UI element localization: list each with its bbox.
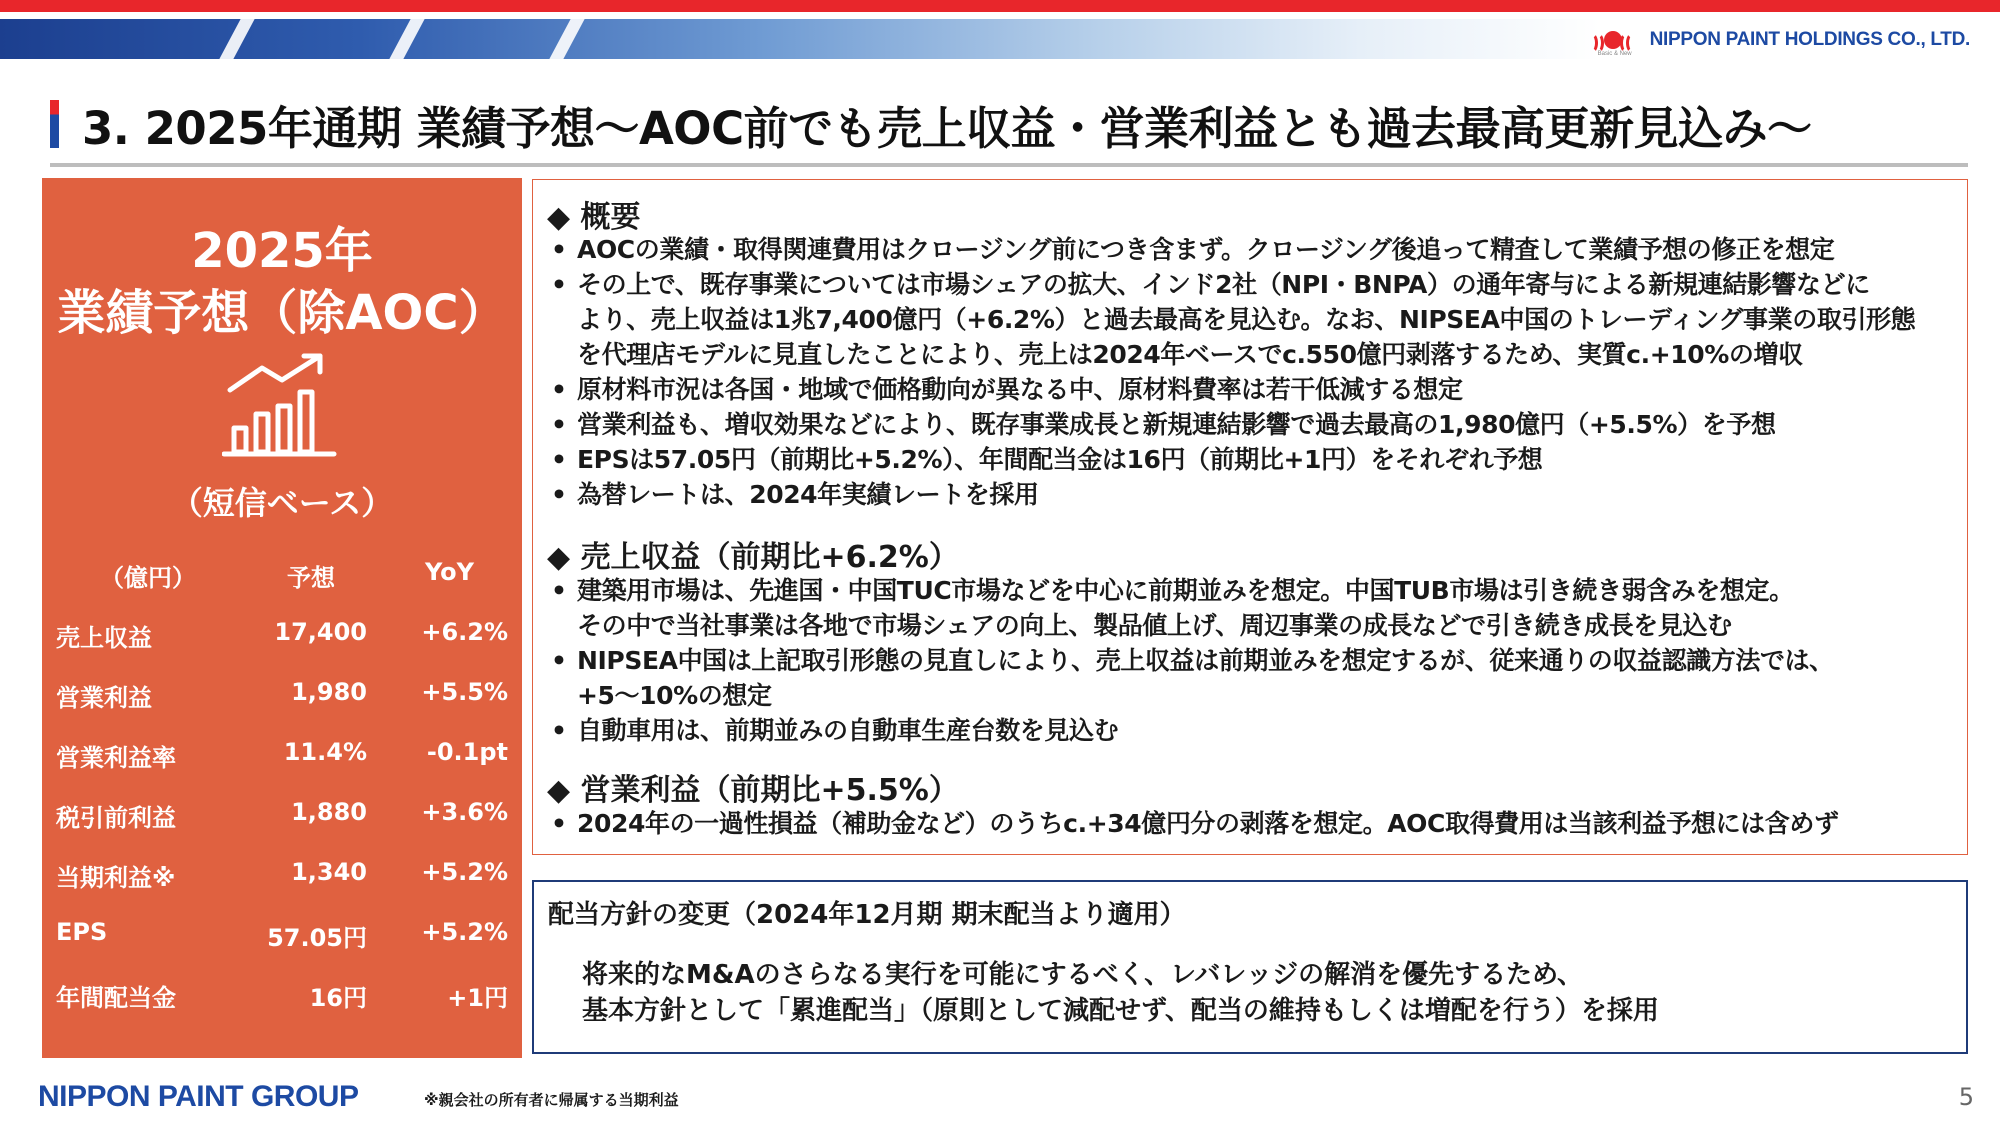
dividend-policy-line: 将来的なM&Aのさらなる実行を可能にするべく、レバレッジの解消を優先するため、 xyxy=(582,960,1584,990)
list-item: • 営業利益も、増収効果などにより、既存事業成長と新規連結影響で過去最高の1,980億円（+5.5%）を予想 xyxy=(551,410,1776,439)
page-title: 3. 2025年通期 業績予想～AOC前でも売上収益・営業利益とも過去最高更新見込み～ xyxy=(82,102,1812,155)
forecast-basis: （短信ベース） xyxy=(170,484,394,522)
row-label: 年間配当金 xyxy=(56,984,176,1012)
forecast-year: 2025年 xyxy=(191,223,373,279)
overview-list xyxy=(547,232,1957,512)
list-item-continued: その中で当社事業は各地で市場シェアの向上、製品値上げ、周辺事業の成長などで引き続き成長を見込む xyxy=(577,611,1732,640)
header-yoy: YoY xyxy=(424,558,474,586)
row-forecast: 11.4% xyxy=(283,738,367,766)
dividend-policy-line: 基本方針として「累進配当」（原則として減配せず、配当の維持もしくは増配を行う）を採用 xyxy=(582,996,1659,1026)
row-yoy: +1円 xyxy=(447,984,508,1012)
bar-chart-growth-icon xyxy=(222,350,342,460)
list-item: • 自動車用は、前期並みの自動車生産台数を見込む xyxy=(551,716,1119,745)
row-label: 営業利益率 xyxy=(56,744,176,772)
operating-profit-list xyxy=(547,806,1957,841)
table-row xyxy=(56,962,522,1022)
row-forecast: 17,400 xyxy=(274,618,367,646)
title-accent-bar xyxy=(50,100,59,148)
group-logo: NIPPON PAINT GROUP xyxy=(38,1080,359,1113)
list-item: • NIPSEA中国は上記取引形態の見直しにより、売上収益は前期並みを想定するが、従来通りの収益認識方法では、 xyxy=(551,646,1834,675)
row-label: EPS xyxy=(56,918,108,946)
forecast-panel xyxy=(42,178,522,1058)
row-forecast: 1,880 xyxy=(291,798,367,826)
list-item: • 為替レートは、2024年実績レートを採用 xyxy=(551,480,1039,509)
table-row xyxy=(56,602,522,662)
header-red-band xyxy=(0,0,2000,12)
row-yoy: +5.5% xyxy=(421,678,508,706)
row-label: 売上収益 xyxy=(56,624,152,652)
header-forecast: 予想 xyxy=(287,564,335,592)
list-item: • その上で、既存事業については市場シェアの拡大、インド2社（NPI・BNPA）の通年寄与による新規連結影響などに xyxy=(551,270,1870,299)
row-label: 税引前利益 xyxy=(56,804,176,832)
row-yoy: +6.2% xyxy=(421,618,508,646)
table-row xyxy=(56,842,522,902)
table-row xyxy=(56,722,522,782)
list-item: • 建築用市場は、先進国・中国TUC市場などを中心に前期並みを想定。中国TUB市場は引き続き弱含みを想定。 xyxy=(551,576,1794,605)
table-row xyxy=(56,662,522,722)
table-row xyxy=(56,902,522,962)
forecast-table xyxy=(56,542,522,1022)
list-item: • 原材料市況は各国・地域で価格動向が異なる中、原材料費率は若干低減する想定 xyxy=(551,375,1463,404)
row-yoy: +5.2% xyxy=(421,918,508,946)
company-name: NIPPON PAINT HOLDINGS CO., LTD. xyxy=(1649,29,1970,50)
row-label: 当期利益※ xyxy=(56,864,176,892)
row-forecast: 1,340 xyxy=(291,858,367,886)
overview-heading: ◆ 概要 xyxy=(547,200,641,235)
operating-profit-heading: ◆ 営業利益（前期比+5.5%） xyxy=(547,773,959,808)
list-item: • 2024年の一過性損益（補助金など）のうちc.+34億円分の剥落を想定。AOC取得費用は当該利益予想には含めず xyxy=(551,809,1839,838)
title-divider xyxy=(50,163,1968,167)
header-unit: （億円） xyxy=(100,564,196,592)
row-forecast: 1,980 xyxy=(291,678,367,706)
list-item: • AOCの業績・取得関連費用はクロージング前につき含まず。クロージング後追って精査して業績予想の修正を想定 xyxy=(551,235,1835,264)
footnote: ※親会社の所有者に帰属する当期利益 xyxy=(424,1091,679,1109)
page-number: 5 xyxy=(1958,1083,1974,1111)
revenue-list xyxy=(547,573,1957,748)
list-item: • EPSは57.05円（前期比+5.2%）、年間配当金は16円（前期比+1円）をそれぞれ予想 xyxy=(551,445,1543,474)
dividend-policy-title: 配当方針の変更（2024年12月期 期末配当より適用） xyxy=(548,900,1186,930)
nippon-paint-logo-icon xyxy=(1586,27,1642,57)
list-item-continued: を代理店モデルに見直したことにより、売上は2024年ベースでc.550億円剥落するため、実質c.+10%の増収 xyxy=(577,340,1803,369)
summary-box xyxy=(532,179,1968,855)
dividend-policy-box xyxy=(532,880,1968,1054)
row-yoy: +3.6% xyxy=(421,798,508,826)
row-yoy: -0.1pt xyxy=(426,738,508,766)
brand-tagline: Basic & New xyxy=(1597,51,1632,57)
list-item-continued: より、売上収益は1兆7,400億円（+6.2%）と過去最高を見込む。なお、NIPSEA中国のトレーディング事業の取引形態 xyxy=(577,305,1916,334)
row-forecast: 57.05円 xyxy=(267,924,367,952)
row-forecast: 16円 xyxy=(309,984,367,1012)
row-label: 営業利益 xyxy=(56,684,152,712)
revenue-heading: ◆ 売上収益（前期比+6.2%） xyxy=(547,540,959,575)
row-yoy: +5.2% xyxy=(421,858,508,886)
company-brand xyxy=(1586,27,1970,57)
table-header-row xyxy=(56,542,522,602)
table-row xyxy=(56,782,522,842)
forecast-subtitle: 業績予想（除AOC） xyxy=(57,285,507,341)
list-item-continued: +5～10%の想定 xyxy=(577,681,772,710)
